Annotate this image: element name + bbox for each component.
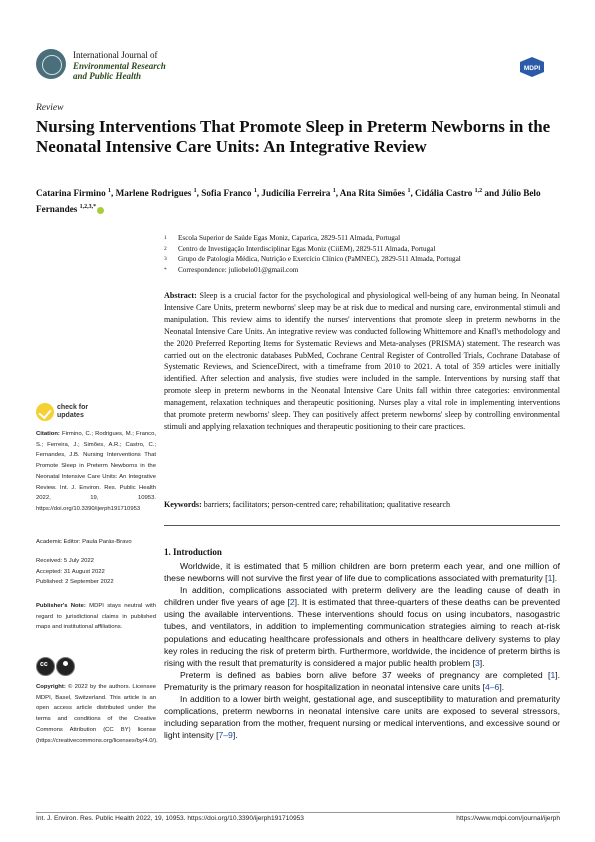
copyright-label: Copyright: [36, 684, 66, 690]
author-name: Catarina Firmino [36, 188, 108, 199]
author-affiliation-sup: 1 [193, 188, 197, 194]
publisher-note [36, 601, 156, 633]
journal-name-line2: Environmental Research [73, 60, 166, 71]
check-line1: check for [57, 404, 89, 411]
section-heading: 1. Introduction [164, 547, 222, 557]
affiliation-number: * [164, 266, 167, 273]
author-affiliation-sup: 1 [253, 188, 257, 194]
abstract [164, 290, 560, 433]
article-type: Review [36, 103, 64, 113]
pubnote-text: MDPI stays neutral with regard to jurisdictional claims in published maps and institutional affiliations. [36, 603, 157, 631]
intro-paragraph: In addition, complications associated with preterm delivery are the leading cause of death in children under five years of age [2]. It is estimated that three-quarters of these deaths can be prevented using the available interventions. These interventions should focus on using incubators, nasogastric tubes, and ventilators, in addition to implementing communication strategies aiming to reach at-risk populations and educating healthcare professionals and others in healthcare delivery systems to play key roles in reducing the risk of preterm birth. Furthermore, worldwide, the incidence of preterm births is rising with the result that prematurity is considered a major public health problem [3]. [164, 585, 560, 668]
keywords-text: barriers; facilitators; person-centred care; rehabilitation; qualitative research [203, 500, 451, 509]
mdpi-logo-icon [520, 57, 544, 77]
abstract-text: Sleep is a crucial factor for the psychological and physiological well-being of any human being. In Neonatal Intensive Care Units, preterm newborns' sleep may be at risk due to medical and nursing care, environmental stimuli and manipulation. This review aims to identify the nurses' interventions that promote sleep in preterm newborns in the Neonatal Intensive Care Units. An integrative review was conducted following Whittemore and Knafl's methodology and the 2020 Preferred Reporting Items for Systematic Reviews and Meta-analyses (PRISMA) statement. The research was carried out on the electronic databases PubMed, Cochrane Central Register of Controlled Trials, Cochrane Database of Systematic Reviews, and ScienceDirect, with a timeframe from 2010 to 2021. A total of 359 articles were initially identified. After selection and analysis, five studies were included in the sample. Interventions by nursing staff that promote sleep in preterm newborns in the Neonatal Intensive Care Units fall within three categories: environmental management, relaxation techniques and therapeutic positioning. Nurses play a vital role in implementing interventions that promote preterm newborns' sleep. They can positively affect preterm newborns' sleep by controlling environmental stimuli and applying relaxation techniques and therapeutic positioning to their care practices. [164, 291, 561, 431]
copyright-text: © 2022 by the authors. Licensee MDPI, Basel, Switzerland. This article is an open access article distributed under the terms and conditions of the Creative Commons Attribution (CC BY) license (https://creativecommons.org/licenses/by/4.0/). [36, 684, 158, 744]
author-name: Júlio Belo Fernandes [36, 188, 541, 215]
author-name: Sofia Franco [201, 188, 254, 199]
mdpi-logo-text: MDPI [523, 65, 541, 72]
intro-paragraph: In addition to a lower birth weight, gestational age, and susceptibility to maturation and prematurity complications, preterm newborns in neonatal intensive care units are exposed to several stressors, including separation from the mother, frequent nursing or medical interventions, and excessive sound or light intensity [7–9]. [164, 694, 560, 741]
pubnote-label: Publisher's Note: [36, 603, 86, 609]
citation-link[interactable]: 1 [550, 669, 556, 680]
received-date: Received: 5 July 2022 [36, 558, 94, 564]
published-date: Published: 2 September 2022 [36, 579, 114, 586]
citation-link[interactable]: 2 [289, 597, 295, 608]
keywords [164, 499, 560, 511]
journal-name [73, 50, 166, 82]
cc-icon [36, 657, 55, 676]
introduction-body [164, 560, 560, 741]
citation-text: Firmino, C.; Rodrigues, M.; Franco, S.; Ferreira, J.; Simões, A.R.; Castro, C.; Fernandes, J.B. Nursing Interventions That Promote Sleep in Preterm Newborns in the Neonatal Intensive Care Units: An Integrative Review. Int. J. Environ. Res. Public Health 2022, 19, 10953. https://doi.org/10.3390/ijerph191710953 [36, 431, 157, 512]
footer-rule [36, 812, 560, 813]
affiliation-text: Grupo de Patologia Médica, Nutrição e Exercício Clínico (PaMNEC), 2829-511 Almada, Portugal [178, 255, 461, 263]
accepted-date: Accepted: 31 August 2022 [36, 568, 105, 575]
affiliation-text: Centro de Investigação Interdisciplinar Egas Moniz (CiiEM), 2829-511 Almada, Portugal [178, 244, 436, 253]
author-affiliation-sup: 1,2,3,* [79, 204, 97, 211]
check-badge-icon [36, 403, 54, 421]
citation-link[interactable]: 3 [474, 657, 480, 668]
citation-link[interactable]: 7–9 [218, 730, 233, 741]
cc-by-license-icon[interactable] [36, 657, 88, 675]
abstract-label: Abstract: [164, 291, 197, 300]
author-list: Catarina Firmino $^1$, Marlene Rodrigues $^1$, Sofia Franco $^1$, Judicília Ferreira $^1$, Ana Rita Simões $^1$, Cidália Castro $^{1,2}$ and Júlio Belo Fernandes $^{1,2,3,*}$ [36, 188, 541, 215]
academic-editor: Academic Editor: Paula Parás-Bravo [36, 539, 132, 545]
author-affiliation-sup: 1 [332, 188, 336, 194]
affiliation-row [164, 265, 564, 276]
affiliation-number: 1 [164, 235, 167, 241]
citation-link[interactable]: 4–6 [485, 681, 500, 692]
check-line2: updates [57, 412, 84, 419]
copyright-block [36, 682, 156, 746]
section-divider [164, 525, 560, 526]
article-title: Nursing Interventions That Promote Sleep in Preterm Newborns in the Neonatal Intensive Care Units: An Integrative Review [36, 117, 551, 156]
dates-block [36, 556, 156, 588]
author-name: Ana Rita Simões [339, 188, 408, 199]
affiliation-row [164, 233, 564, 244]
intro-paragraph: Preterm is defined as babies born alive before 37 weeks of pregnancy are completed [1]. Prematurity is the primary reason for hospitalization in neonatal intensive care units [4–6]. [164, 669, 560, 692]
orcid-icon[interactable] [97, 207, 104, 214]
keywords-label: Keywords: [164, 500, 202, 509]
affiliation-number: 2 [164, 245, 167, 252]
journal-name-line1: International Journal of [73, 50, 158, 60]
journal-logo-icon [36, 49, 66, 79]
author-name: Cidália Castro [415, 188, 475, 199]
author-name: Marlene Rodrigues [115, 188, 194, 199]
citation-link[interactable]: 1 [547, 573, 553, 584]
affiliation-number: 3 [164, 256, 167, 262]
author-name: Judicília Ferreira [261, 188, 333, 199]
affiliation-row [164, 244, 564, 255]
check-for-updates-button[interactable] [36, 403, 96, 423]
author-affiliation-sup: 1,2 [474, 188, 483, 194]
citation-block [36, 429, 156, 515]
footer-citation: Int. J. Environ. Res. Public Health 2022, 19, 10953. https://doi.org/10.3390/ijerph191710953 [36, 815, 304, 822]
citation-label: Citation: [36, 431, 60, 437]
by-icon [56, 657, 75, 676]
intro-paragraph: Worldwide, it is estimated that 5 million children are born preterm each year, and one million of these newborns will not survive the first year of life due to complications associated with prematurity [1]. [164, 561, 560, 584]
affiliation-text: Correspondence: juliobelo01@gmail.com [178, 265, 299, 274]
affiliations [164, 233, 564, 275]
footer-journal-link[interactable]: https://www.mdpi.com/journal/ijerph [456, 815, 560, 822]
affiliation-row [164, 254, 564, 265]
affiliation-text: Escola Superior de Saúde Egas Moniz, Caparica, 2829-511 Almada, Portugal [178, 234, 401, 242]
author-affiliation-sup: 1 [407, 188, 411, 194]
journal-name-line3: and Public Health [73, 71, 142, 81]
author-affiliation-sup: 1 [107, 188, 111, 194]
